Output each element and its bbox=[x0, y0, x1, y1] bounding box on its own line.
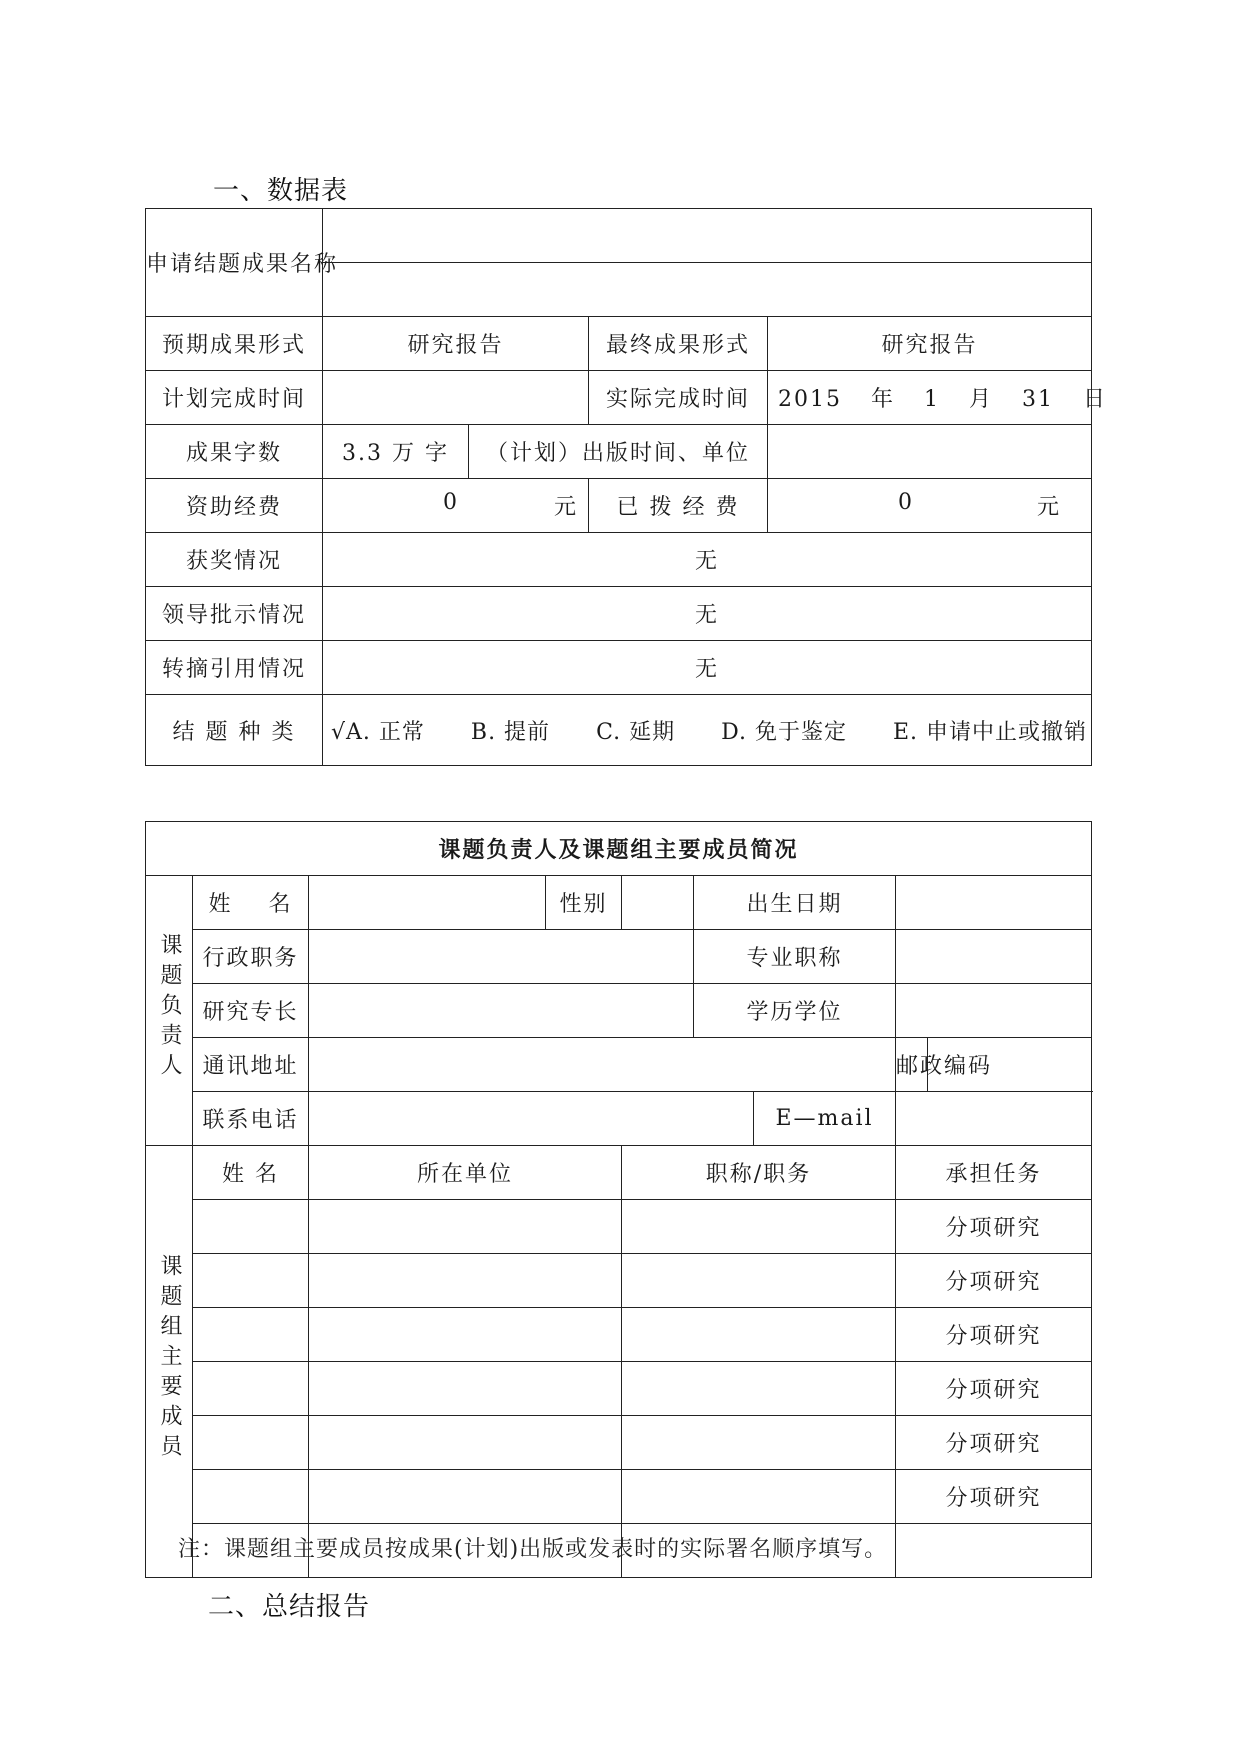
type-option-delayed[interactable]: C. 延期 bbox=[596, 719, 676, 745]
publish-value[interactable] bbox=[768, 425, 1092, 479]
month-unit: 月 bbox=[969, 387, 994, 412]
leader-phone-value[interactable] bbox=[309, 1092, 754, 1146]
table-row bbox=[146, 1254, 1092, 1308]
leader-instruction-label: 领导批示情况 bbox=[146, 587, 323, 641]
leader-email-label: E—mail bbox=[754, 1092, 896, 1146]
leader-side-label: 课题负责人 bbox=[146, 876, 193, 1146]
table-note: 注：课题组主要成员按成果(计划)出版或发表时的实际署名顺序填写。 bbox=[178, 1537, 888, 1562]
allocated-value: 0 bbox=[898, 490, 914, 515]
funding-value: 0 bbox=[443, 490, 459, 515]
planned-time-value[interactable] bbox=[323, 371, 589, 425]
member-title[interactable] bbox=[622, 1308, 896, 1362]
final-form-label: 最终成果形式 bbox=[589, 317, 768, 371]
type-option-terminate[interactable]: E. 申请中止或撤销 bbox=[892, 719, 1087, 745]
actual-day: 31 bbox=[1022, 387, 1055, 412]
member-task[interactable]: 分项研究 bbox=[896, 1362, 1092, 1416]
funding-label: 资助经费 bbox=[146, 479, 323, 533]
expected-form-label: 预期成果形式 bbox=[146, 317, 323, 371]
word-count-label: 成果字数 bbox=[146, 425, 323, 479]
leader-birth-label: 出生日期 bbox=[694, 876, 896, 930]
section1-title: 一、数据表 bbox=[213, 176, 349, 206]
table-row bbox=[146, 1416, 1092, 1470]
allocated-field[interactable] bbox=[768, 479, 1092, 533]
leader-title-label: 专业职称 bbox=[694, 930, 896, 984]
word-count-value[interactable]: 3.3 万 字 bbox=[323, 425, 469, 479]
actual-month: 1 bbox=[924, 387, 941, 412]
table-row bbox=[146, 1362, 1092, 1416]
member-unit[interactable] bbox=[309, 1416, 622, 1470]
table-row bbox=[146, 1308, 1092, 1362]
member-name[interactable] bbox=[193, 1200, 309, 1254]
actual-time-label: 实际完成时间 bbox=[589, 371, 768, 425]
type-option-normal[interactable]: √A. 正常 bbox=[331, 719, 425, 745]
member-title[interactable] bbox=[622, 1200, 896, 1254]
actual-year: 2015 bbox=[778, 387, 842, 412]
funding-field[interactable] bbox=[323, 479, 589, 533]
basic-data-table bbox=[145, 208, 1108, 766]
leader-admin-label: 行政职务 bbox=[193, 930, 309, 984]
leader-name-label: 姓 名 bbox=[193, 876, 309, 930]
member-task[interactable]: 分项研究 bbox=[896, 1308, 1092, 1362]
member-task[interactable]: 分项研究 bbox=[896, 1200, 1092, 1254]
leader-specialty-value[interactable] bbox=[309, 984, 694, 1038]
type-option-exempt[interactable]: D. 免于鉴定 bbox=[721, 719, 847, 745]
group-header-task: 承担任务 bbox=[896, 1146, 1092, 1200]
leader-phone-label: 联系电话 bbox=[193, 1092, 309, 1146]
leader-degree-label: 学历学位 bbox=[694, 984, 896, 1038]
expected-form-value[interactable]: 研究报告 bbox=[323, 317, 589, 371]
leader-birth-value[interactable] bbox=[896, 876, 1092, 930]
day-unit: 日 bbox=[1083, 387, 1108, 412]
member-unit[interactable] bbox=[309, 1362, 622, 1416]
achievement-name-field-2[interactable] bbox=[323, 263, 1092, 317]
citation-value[interactable]: 无 bbox=[323, 641, 1092, 695]
member-name[interactable] bbox=[193, 1308, 309, 1362]
group-side-label: 课题组主要成员 bbox=[146, 1146, 193, 1578]
leader-degree-value[interactable] bbox=[896, 984, 1092, 1038]
allocated-label: 已 拨 经 费 bbox=[589, 479, 768, 533]
leader-address-value[interactable] bbox=[309, 1038, 896, 1092]
leader-email-value[interactable] bbox=[896, 1092, 1092, 1146]
group-header-title: 职称/职务 bbox=[622, 1146, 896, 1200]
group-header-name: 姓 名 bbox=[193, 1146, 309, 1200]
citation-label: 转摘引用情况 bbox=[146, 641, 323, 695]
member-task[interactable]: 分项研究 bbox=[896, 1470, 1092, 1524]
member-task[interactable] bbox=[896, 1524, 1092, 1578]
awards-label: 获奖情况 bbox=[146, 533, 323, 587]
leader-title-value[interactable] bbox=[896, 930, 1092, 984]
section2-title: 二、总结报告 bbox=[208, 1592, 371, 1622]
member-unit[interactable] bbox=[309, 1200, 622, 1254]
leader-instruction-value[interactable]: 无 bbox=[323, 587, 1092, 641]
year-unit: 年 bbox=[871, 387, 896, 412]
member-title[interactable] bbox=[622, 1254, 896, 1308]
member-unit[interactable] bbox=[309, 1308, 622, 1362]
final-form-value[interactable]: 研究报告 bbox=[768, 317, 1092, 371]
member-name[interactable] bbox=[193, 1470, 309, 1524]
type-option-early[interactable]: B. 提前 bbox=[470, 719, 551, 745]
member-title[interactable] bbox=[622, 1416, 896, 1470]
leader-address-label: 通讯地址 bbox=[193, 1038, 309, 1092]
actual-time-value[interactable] bbox=[768, 371, 1108, 425]
allocated-unit: 元 bbox=[1036, 495, 1061, 520]
member-name[interactable] bbox=[193, 1362, 309, 1416]
member-title[interactable] bbox=[622, 1362, 896, 1416]
leader-gender-label: 性别 bbox=[546, 876, 622, 930]
member-name[interactable] bbox=[193, 1416, 309, 1470]
table-row bbox=[146, 1470, 1092, 1524]
achievement-name-field-1[interactable] bbox=[323, 209, 1092, 263]
member-title[interactable] bbox=[622, 1470, 896, 1524]
member-unit[interactable] bbox=[309, 1254, 622, 1308]
member-task[interactable]: 分项研究 bbox=[896, 1254, 1092, 1308]
funding-unit: 元 bbox=[553, 495, 578, 520]
member-task[interactable]: 分项研究 bbox=[896, 1416, 1092, 1470]
group-header-unit: 所在单位 bbox=[309, 1146, 622, 1200]
publish-label: （计划）出版时间、单位 bbox=[469, 425, 768, 479]
leader-admin-value[interactable] bbox=[309, 930, 694, 984]
leader-specialty-label: 研究专长 bbox=[193, 984, 309, 1038]
leader-name-value[interactable] bbox=[309, 876, 546, 930]
awards-value[interactable]: 无 bbox=[323, 533, 1092, 587]
leader-gender-value[interactable] bbox=[622, 876, 694, 930]
member-name[interactable] bbox=[193, 1254, 309, 1308]
members-section-title: 课题负责人及课题组主要成员简况 bbox=[146, 822, 1092, 876]
completion-type-options bbox=[323, 695, 1092, 766]
leader-postcode-label: 邮政编码 bbox=[896, 1038, 928, 1092]
table-row bbox=[146, 1200, 1092, 1254]
completion-type-label: 结 题 种 类 bbox=[146, 695, 323, 766]
achievement-name-label: 申请结题成果名称 bbox=[146, 209, 323, 317]
planned-time-label: 计划完成时间 bbox=[146, 371, 323, 425]
members-table bbox=[145, 821, 1092, 1578]
member-unit[interactable] bbox=[309, 1470, 622, 1524]
